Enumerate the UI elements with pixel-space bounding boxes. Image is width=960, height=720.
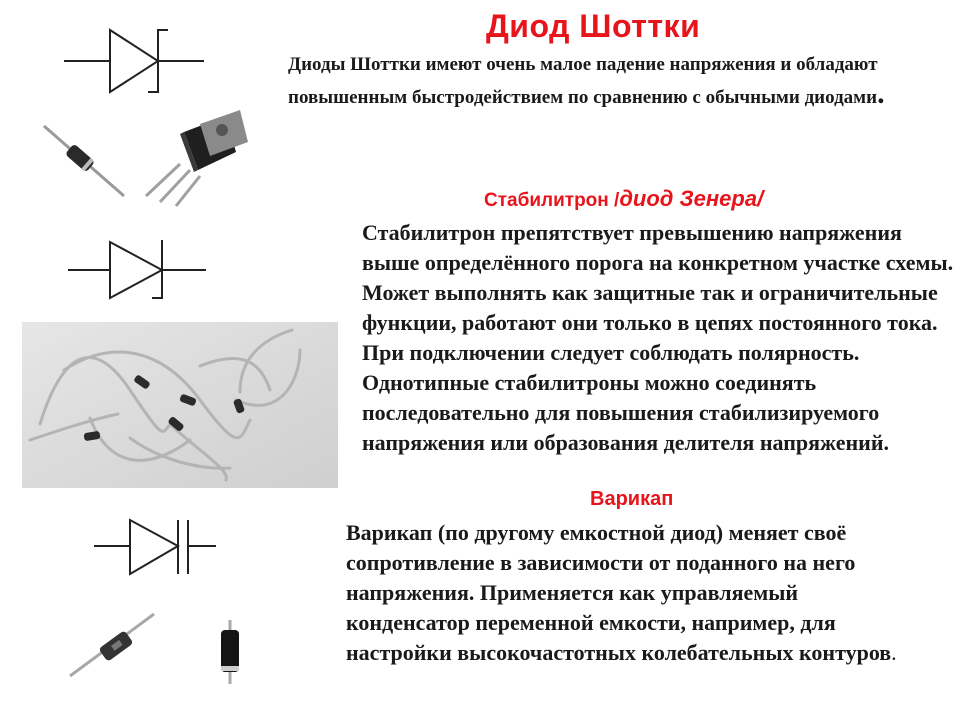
varicap-description-text: Варикап (по другому емкостной диод) меняет своё сопротивление в зависимости от поданного на него напряжения. Применяется как управляемый конденсатор переменной емкости, например, для настройки высокочастотных колебательных контуров bbox=[346, 520, 892, 665]
schottky-description-text: Диоды Шоттки имеют очень малое падение напряжения и обладают повышенным быстродействием по сравнению с обычными диодами bbox=[288, 54, 878, 108]
schottky-description-end: . bbox=[877, 77, 885, 110]
zener-title-italic: диод Зенера/ bbox=[619, 186, 764, 211]
schottky-title: Диод Шоттки bbox=[486, 8, 701, 44]
varicap-description bbox=[346, 518, 926, 668]
zener-description bbox=[362, 218, 960, 458]
schottky-description bbox=[288, 50, 888, 112]
zener-title bbox=[484, 186, 763, 212]
zener-title-prefix: Стабилитрон / bbox=[484, 190, 620, 211]
zener-paragraph-1: Стабилитрон препятствует превышению напряжения выше определённого порога на конкретном участке схемы. Может выполнять как защитные так и ограничительные функции, работают они только в цепях постоянного тока. bbox=[362, 220, 954, 335]
zener-paragraph-2: При подключении следует соблюдать полярность. Однотипные стабилитроны можно соединять последовательно для повышения стабилизируемого напряжения или образования делителя напряжений. bbox=[362, 340, 889, 455]
varicap-description-end: . bbox=[891, 640, 897, 665]
varicap-title: Варикап bbox=[590, 488, 674, 510]
